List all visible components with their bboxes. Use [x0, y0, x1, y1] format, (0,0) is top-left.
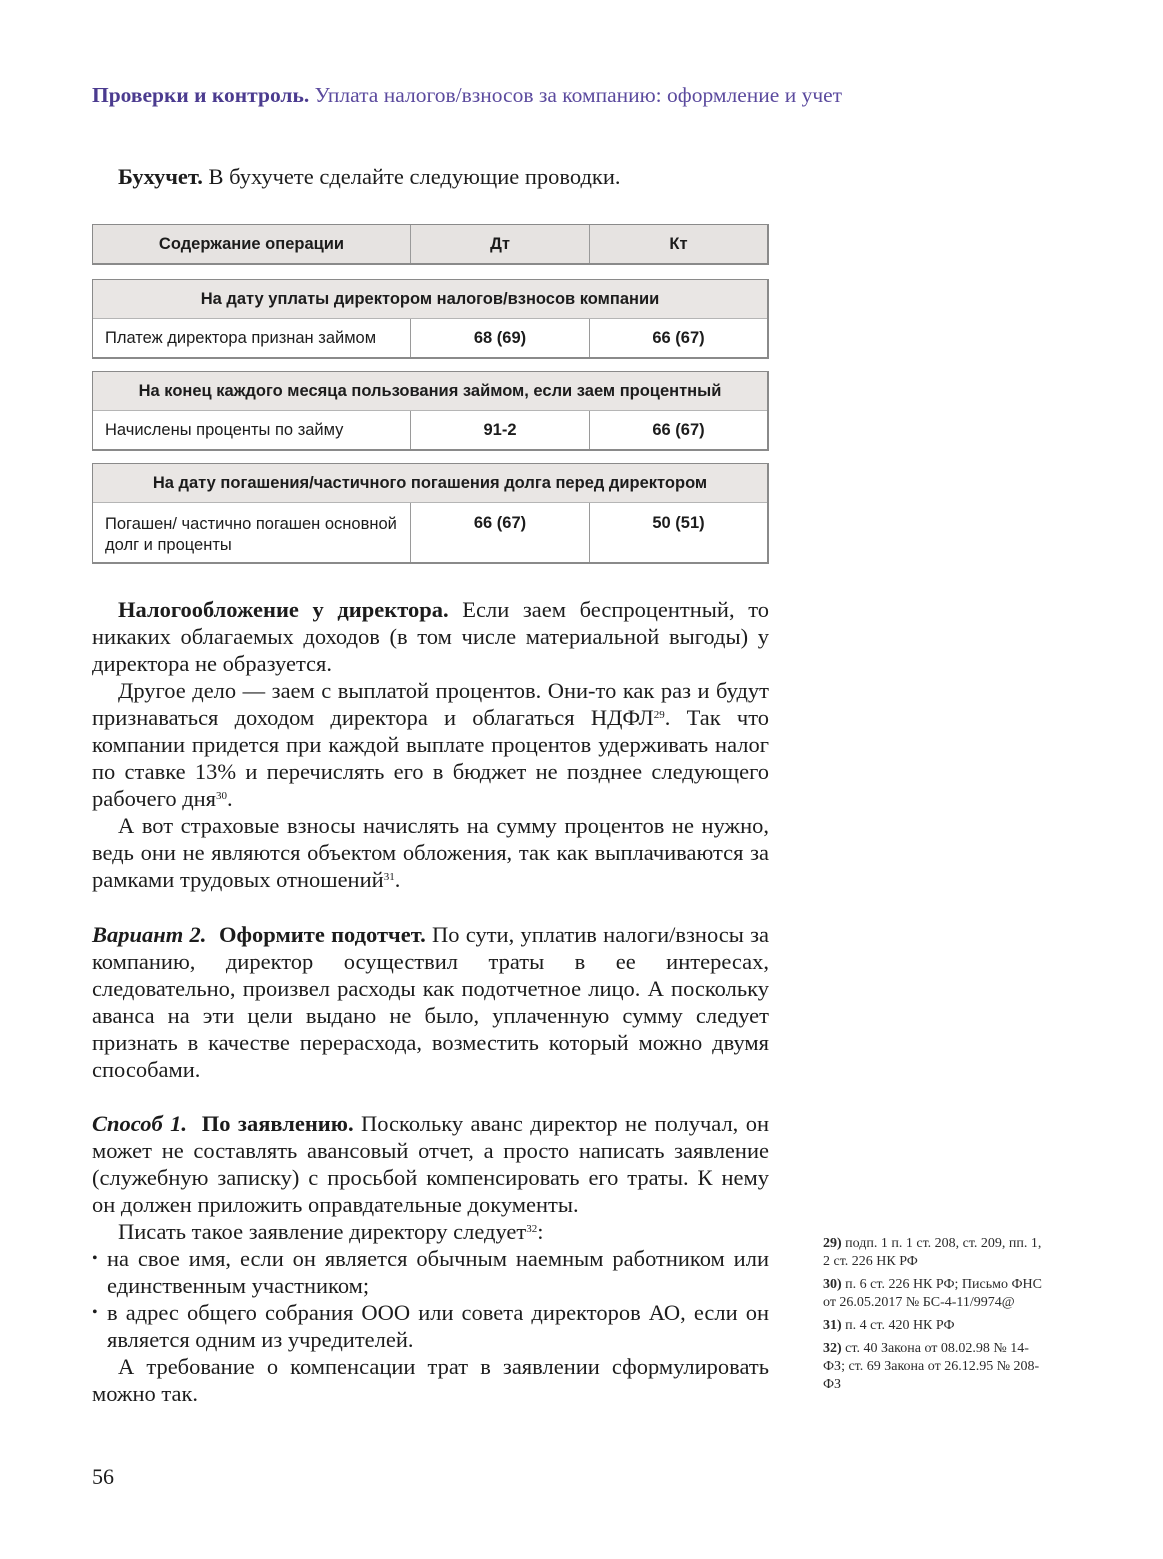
intro-text: В бухучете сделайте следующие проводки.: [208, 164, 621, 189]
posting-section-1: [92, 279, 769, 359]
debit-cell: 66 (67): [411, 503, 590, 562]
paragraph-text: Если заем беспроцентный, то никаких облагаемых доходов (в том числе материальной выгоды) у директора не образуется.: [92, 597, 770, 676]
footnotes: [823, 1235, 1043, 1399]
paragraph-text: :: [537, 1219, 544, 1244]
list-item-text: в адрес общего собрания ООО или совета директоров АО, если он является одним из учредителей.: [107, 1300, 769, 1352]
footnote-text: ст. 40 Закона от 08.02.98 № 14-ФЗ; ст. 69 Закона от 26.12.95 № 208-ФЗ: [823, 1341, 1040, 1392]
bullet-list: [92, 1245, 769, 1353]
page-number: 56: [92, 1464, 114, 1489]
footnote-number: 29): [823, 1236, 842, 1251]
debit-cell: 91-2: [411, 411, 590, 449]
variant-label: Вариант 2.: [92, 922, 207, 947]
footnote-text: подп. 1 п. 1 ст. 208, ст. 209, пп. 1, 2 ст. 226 НК РФ: [823, 1236, 1042, 1269]
operation-line-2: долг и проценты: [105, 536, 232, 554]
bullet-icon: •: [92, 1304, 98, 1321]
footnote-ref[interactable]: 29: [653, 709, 665, 721]
paragraph-text: Поскольку аванс директор не получал, он может не составлять авансовый отчет, а просто написать заявление (служебную записку) с просьбой компенсировать его траты. К нему он должен приложить оправдательные документы.: [92, 1111, 769, 1217]
footnote-ref[interactable]: 30: [216, 790, 228, 802]
column-header-debit: Дт: [411, 225, 590, 263]
paragraph-requirement: [92, 1353, 769, 1407]
paragraph-label: Налогообложение у директора.: [118, 597, 449, 622]
operation-cell: Платеж директора признан займом: [93, 319, 411, 357]
credit-cell: 66 (67): [652, 328, 705, 347]
paragraph-text: Другое дело — заем с выплатой процентов. Они-то как раз и будут признаваться доходом директора и облагаться НДФЛ: [92, 678, 769, 730]
footnote: [823, 1340, 1043, 1394]
paragraph-insurance: [92, 812, 769, 893]
paragraph-text: .: [227, 786, 233, 811]
operation-cell: Начислены проценты по займу: [93, 411, 411, 449]
intro-label: Бухучет.: [118, 164, 203, 189]
credit-cell: 66 (67): [652, 420, 705, 439]
footnote: [823, 1235, 1043, 1271]
method-label: Способ 1.: [92, 1111, 187, 1136]
paragraph-text: . Так что компании придется при каждой выплате процентов удерживать налог по ставке 13% и перечислять его в бюджет не позднее следующего рабочего дня: [92, 705, 769, 811]
table-row: [93, 411, 767, 449]
footnote: [823, 1276, 1043, 1312]
paragraph-label: Оформите подотчет.: [218, 922, 426, 947]
footnote: [823, 1317, 1043, 1335]
section-title: На конец каждого месяца пользования займом, если заем процентный: [93, 372, 767, 411]
table-row: [93, 503, 767, 562]
credit-cell: 50 (51): [652, 514, 705, 532]
section-title: На дату уплаты директором налогов/взносов компании: [93, 280, 767, 319]
paragraph-text: По сути, уплатив налоги/взносы за компанию, директор осуществил траты в ее интересах, следовательно, произвел расходы как подотчетное лицо. А поскольку аванса на эти цели выдано не было, уплаченную сумму следует признать в качестве перерасхода, возместить который можно двумя способами.: [92, 922, 770, 1082]
running-head-section: Проверки и контроль.: [92, 83, 310, 107]
column-header-operation: Содержание операции: [93, 225, 411, 263]
paragraph-label: По заявлению.: [201, 1111, 354, 1136]
footnote-text: п. 4 ст. 420 НК РФ: [845, 1318, 955, 1333]
footnote-ref[interactable]: 31: [383, 871, 395, 883]
posting-section-3: [92, 463, 769, 564]
footnote-number: 30): [823, 1277, 842, 1292]
list-item: [92, 1299, 769, 1353]
paragraph-text: Писать такое заявление директору следует: [118, 1219, 527, 1244]
paragraph-taxation: [92, 596, 769, 677]
intro-line: [118, 163, 778, 190]
bullet-icon: •: [92, 1250, 98, 1267]
list-item: [92, 1245, 769, 1299]
operation-cell: [93, 503, 411, 562]
paragraph-text: .: [394, 867, 401, 892]
section-title: На дату погашения/частичного погашения долга перед директором: [93, 464, 767, 503]
footnote-number: 32): [823, 1341, 842, 1356]
debit-cell: 68 (69): [411, 319, 590, 357]
running-head: [92, 83, 1092, 108]
list-item-text: на свое имя, если он является обычным наемным работником или единственным участником;: [107, 1246, 769, 1298]
paragraph-application: [92, 1218, 769, 1245]
posting-table-header: [92, 224, 769, 265]
paragraph-text: А требование о компенсации трат в заявлении сформулировать можно так.: [92, 1354, 769, 1406]
paragraph-method-1: [92, 1110, 769, 1218]
footnote-text: п. 6 ст. 226 НК РФ; Письмо ФНС от 26.05.2017 № БС-4-11/9974@: [823, 1277, 1042, 1310]
table-row: [93, 319, 767, 357]
footnote-number: 31): [823, 1318, 842, 1333]
column-header-credit: Кт: [669, 234, 688, 253]
footnote-ref[interactable]: 32: [526, 1223, 538, 1235]
posting-section-2: [92, 371, 769, 451]
paragraph-text: А вот страховые взносы начислять на сумму процентов не нужно, ведь они не являются объектом обложения, так как выплачиваются за рамками трудовых отношений: [92, 813, 769, 892]
running-head-title: Уплата налогов/взносов за компанию: оформление и учет: [314, 83, 843, 107]
operation-line-1: Погашен/ частично погашен основной: [105, 515, 397, 533]
paragraph-variant-2: [92, 921, 769, 1083]
paragraph-interest: [92, 677, 769, 812]
